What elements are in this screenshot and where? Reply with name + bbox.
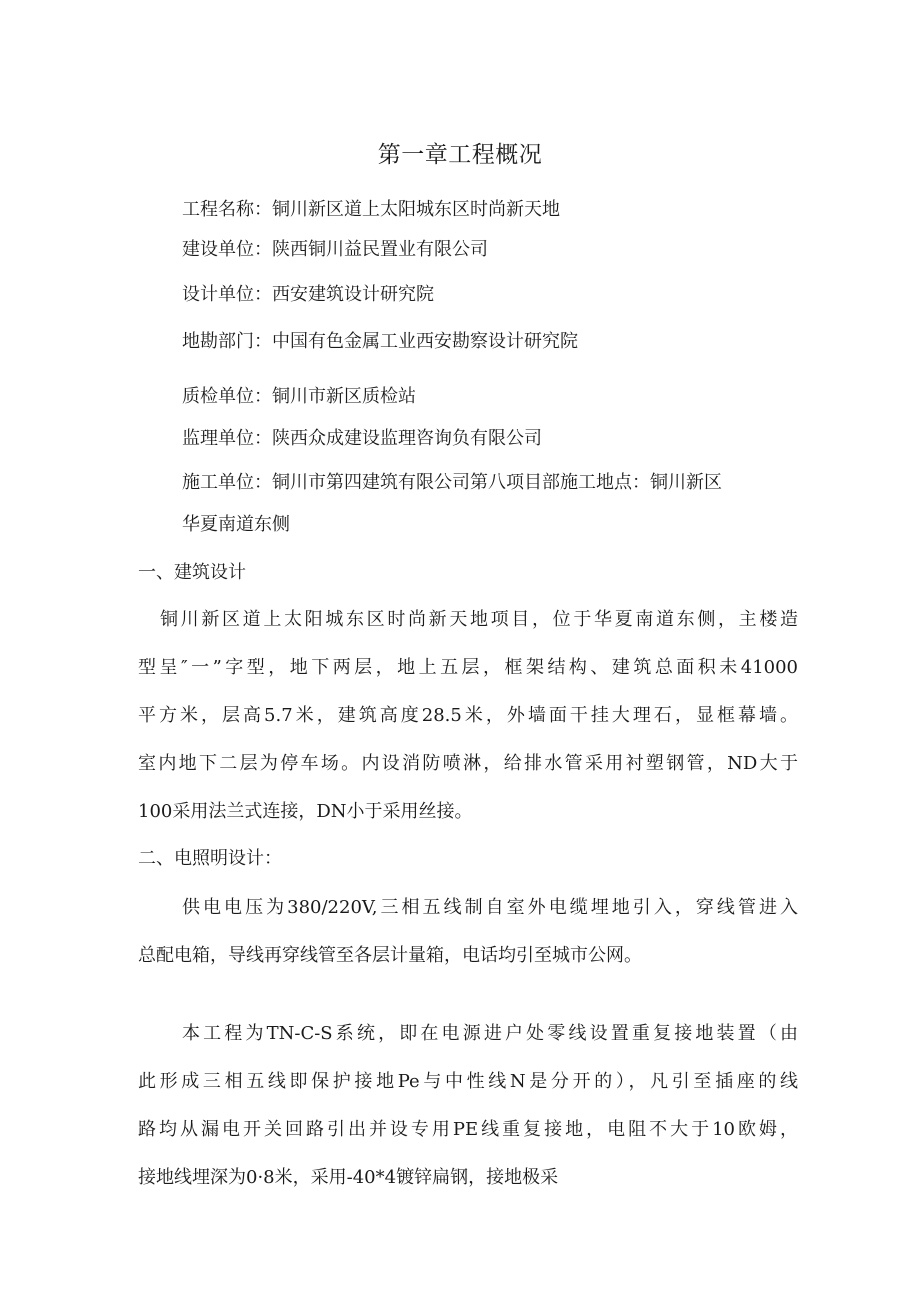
section-electrical-para2 <box>138 1010 798 1202</box>
text-line: 平方米，层高5.7米，建筑高度28.5米，外墙面干挂大理石，显框幕墙。 <box>138 705 798 726</box>
text-line: 100采用法兰式连接，DN小于采用丝接。 <box>138 801 473 822</box>
info-designer: 设计单位：西安建筑设计研究院 <box>182 284 434 305</box>
info-contractor-cont: 华夏南道东侧 <box>182 514 290 535</box>
text-line: 铜川新区道上太阳城东区时尚新天地项目，位于华夏南道东侧，主楼造 <box>160 609 798 630</box>
text-line: 室内地下二层为停车场。内设消防喷淋，给排水管采用衬塑钢管，ND大于 <box>138 753 798 774</box>
text-line: 此形成三相五线即保护接地Pe与中性线N是分开的），凡引至插座的线 <box>138 1071 798 1092</box>
text-line: 路均从漏电开关回路引出并设专用PE线重复接地，电阻不大于10欧姆， <box>138 1119 798 1140</box>
text-line: 本工程为TN-C-S系统，即在电源进户处零线设置重复接地装置（由 <box>182 1023 798 1044</box>
info-survey: 地勘部门：中国有色金属工业西安勘察设计研究院 <box>182 331 578 352</box>
info-builder: 建设单位：陕西铜川益民置业有限公司 <box>182 239 488 260</box>
section-heading-electrical: 二、电照明设计： <box>138 848 282 869</box>
info-project-name: 工程名称：铜川新区道上太阳城东区时尚新天地 <box>182 199 560 220</box>
section-heading-architecture: 一、建筑设计 <box>138 562 246 583</box>
text-line: 型呈″一”字型，地下两层，地上五层，框架结构、建筑总面积未41000 <box>138 657 798 678</box>
section-architecture-body <box>138 596 798 836</box>
info-contractor: 施工单位：铜川市第四建筑有限公司第八项目部施工地点：铜川新区 <box>182 472 722 493</box>
section-electrical-para1 <box>138 884 798 980</box>
text-line: 供电电压为380/220V,三相五线制自室外电缆埋地引入，穿线管进入 <box>182 897 798 918</box>
info-supervisor: 监理单位：陕西众成建设监理咨询负有限公司 <box>182 428 542 449</box>
text-line: 接地线埋深为0·8米，采用-40*4镀锌扁钢，接地极采 <box>138 1167 559 1188</box>
text-line: 总配电箱，导线再穿线管至各层计量箱，电话均引至城市公网。 <box>138 945 642 966</box>
page-title: 第一章工程概况 <box>377 142 543 168</box>
info-quality: 质检单位：铜川市新区质检站 <box>182 386 416 407</box>
